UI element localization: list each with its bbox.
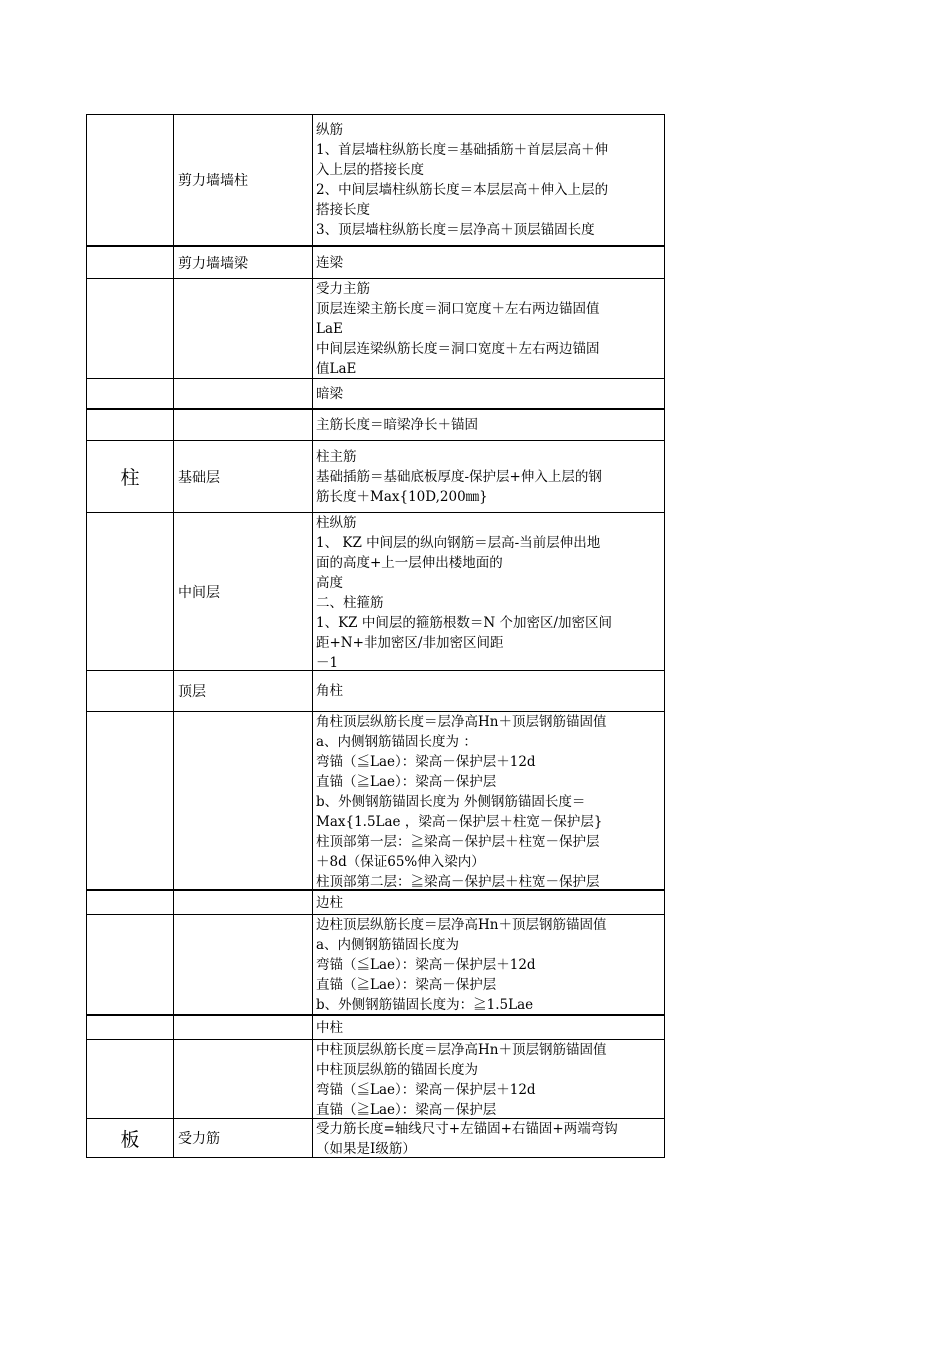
formula-line: 柱顶部第一层：≧梁高－保护层＋柱宽－保护层 <box>316 834 600 850</box>
formula-line: a、内侧钢筋锚固长度为 ： <box>316 734 477 750</box>
formula-line: 受力主筋 <box>316 281 370 297</box>
component-cell <box>174 890 313 915</box>
component-cell: 顶层 <box>174 671 313 712</box>
formula-line: 1、 KZ 中间层的纵向钢筋＝层高-当前层伸出地 <box>316 535 601 551</box>
component-cell: 剪力墙墙柱 <box>174 115 313 247</box>
category-cell <box>87 279 174 379</box>
formula-line: b、外侧钢筋锚固长度为：≧1.5Lae <box>316 997 534 1013</box>
formula-cell <box>313 409 665 441</box>
category-cell <box>87 712 174 891</box>
table-row <box>87 1015 665 1040</box>
formula-line: 1、KZ 中间层的箍筋根数＝N 个加密区/加密区间 <box>316 615 612 631</box>
table-row <box>87 379 665 410</box>
category-cell <box>87 671 174 712</box>
formula-cell <box>313 246 665 279</box>
component-cell <box>174 915 313 1016</box>
formula-line: 距+N+非加密区/非加密区间距 <box>316 635 504 651</box>
formula-line: （如果是Ⅰ级筋） <box>316 1141 416 1157</box>
formula-cell <box>313 441 665 513</box>
formula-line: 连梁 <box>316 254 343 271</box>
table-row <box>87 513 665 671</box>
formula-line: 3、顶层墙柱纵筋长度＝层净高＋顶层锚固长度 <box>316 222 595 238</box>
table-row <box>87 441 665 513</box>
table-row <box>87 712 665 891</box>
formula-line: 基础插筋＝基础底板厚度-保护层+伸入上层的钢 <box>316 468 602 485</box>
formula-line: 中间层连梁纵筋长度＝洞口宽度＋左右两边锚固 <box>316 341 600 357</box>
formula-line: 2、中间层墙柱纵筋长度＝本层层高＋伸入上层的 <box>316 182 609 198</box>
category-cell <box>87 246 174 279</box>
formula-cell <box>313 890 665 915</box>
formula-line: 柱主筋 <box>316 448 357 465</box>
formula-cell <box>313 1040 665 1119</box>
formula-line: 入上层的搭接长度 <box>316 162 424 178</box>
formula-line: 二、柱箍筋 <box>316 595 384 611</box>
category-cell <box>87 513 174 671</box>
formula-cell <box>313 115 665 247</box>
category-cell: 柱 <box>87 441 174 513</box>
formula-cell <box>313 513 665 671</box>
formula-line: 搭接长度 <box>316 202 370 218</box>
formula-line: a、内侧钢筋锚固长度为 <box>316 937 460 953</box>
formula-line: －1 <box>316 655 339 670</box>
formula-line: 1、首层墙柱纵筋长度＝基础插筋＋首层层高＋伸 <box>316 142 609 158</box>
component-cell: 中间层 <box>174 513 313 671</box>
component-cell <box>174 1040 313 1119</box>
formula-line: 柱纵筋 <box>316 515 357 531</box>
category-cell <box>87 379 174 410</box>
table-row <box>87 915 665 1016</box>
component-cell <box>174 712 313 891</box>
category-cell <box>87 915 174 1016</box>
formula-line: 角柱 <box>316 683 343 699</box>
formula-cell <box>313 279 665 379</box>
formula-line: 柱顶部第二层：≧梁高－保护层＋柱宽－保护层 <box>316 874 600 889</box>
rebar-formula-table <box>86 114 665 1158</box>
formula-cell <box>313 671 665 712</box>
table-row <box>87 409 665 441</box>
formula-line: 高度 <box>316 575 343 591</box>
table-row <box>87 671 665 712</box>
category-cell <box>87 115 174 247</box>
formula-line: 面的高度+上一层伸出楼地面的 <box>316 555 503 571</box>
table-row <box>87 279 665 379</box>
formula-line: 顶层连梁主筋长度＝洞口宽度＋左右两边锚固值 <box>316 301 600 317</box>
formula-line: 值LaE <box>316 361 357 377</box>
formula-line: LaE <box>316 321 343 337</box>
formula-line: 直锚（≧Lae）：梁高－保护层 <box>316 774 497 790</box>
formula-cell <box>313 1015 665 1040</box>
formula-cell <box>313 379 665 410</box>
table-row <box>87 246 665 279</box>
formula-line: Max{1.5Lae ，梁高－保护层＋柱宽－保护层} <box>316 814 603 830</box>
component-cell <box>174 379 313 410</box>
formula-cell <box>313 915 665 1016</box>
component-cell: 基础层 <box>174 441 313 513</box>
category-cell <box>87 1015 174 1040</box>
formula-cell <box>313 1119 665 1158</box>
category-cell <box>87 890 174 915</box>
formula-line: ＋8d（保证65%伸入梁内） <box>316 854 485 870</box>
component-cell <box>174 409 313 441</box>
category-cell <box>87 1040 174 1119</box>
category-cell <box>87 409 174 441</box>
formula-line: 主筋长度＝暗梁净长＋锚固 <box>316 417 478 433</box>
component-cell: 受力筋 <box>174 1119 313 1158</box>
formula-line: 纵筋 <box>316 122 343 138</box>
table-row <box>87 1119 665 1158</box>
category-cell: 板 <box>87 1119 174 1158</box>
formula-line: 中柱 <box>316 1019 343 1036</box>
formula-line: 弯锚（≦Lae）：梁高－保护层＋12d <box>316 1082 536 1098</box>
formula-cell <box>313 712 665 891</box>
table-row <box>87 1040 665 1119</box>
formula-line: 直锚（≧Lae）：梁高－保护层 <box>316 1102 497 1118</box>
table-row <box>87 115 665 247</box>
formula-line: 受力筋长度=轴线尺寸+左锚固+右锚固+两端弯钩 <box>316 1121 618 1137</box>
formula-line: 角柱顶层纵筋长度＝层净高Hn＋顶层钢筋锚固值 <box>316 714 607 730</box>
formula-line: 暗梁 <box>316 385 343 402</box>
formula-line: b、外侧钢筋锚固长度为 外侧钢筋锚固长度＝ <box>316 794 586 810</box>
component-cell <box>174 279 313 379</box>
component-cell: 剪力墙墙梁 <box>174 246 313 279</box>
table-row <box>87 890 665 915</box>
component-cell <box>174 1015 313 1040</box>
formula-line: 中柱顶层纵筋长度＝层净高Hn＋顶层钢筋锚固值 <box>316 1042 607 1058</box>
formula-line: 边柱 <box>316 894 343 911</box>
formula-line: 中柱顶层纵筋的锚固长度为 <box>316 1062 478 1078</box>
formula-line: 边柱顶层纵筋长度＝层净高Hn＋顶层钢筋锚固值 <box>316 917 607 933</box>
formula-line: 弯锚（≦Lae）：梁高－保护层＋12d <box>316 754 536 770</box>
formula-line: 筋长度＋Max{10D,200㎜} <box>316 488 488 505</box>
formula-line: 直锚（≧Lae）：梁高－保护层 <box>316 977 497 993</box>
formula-line: 弯锚（≦Lae）：梁高－保护层＋12d <box>316 957 536 973</box>
